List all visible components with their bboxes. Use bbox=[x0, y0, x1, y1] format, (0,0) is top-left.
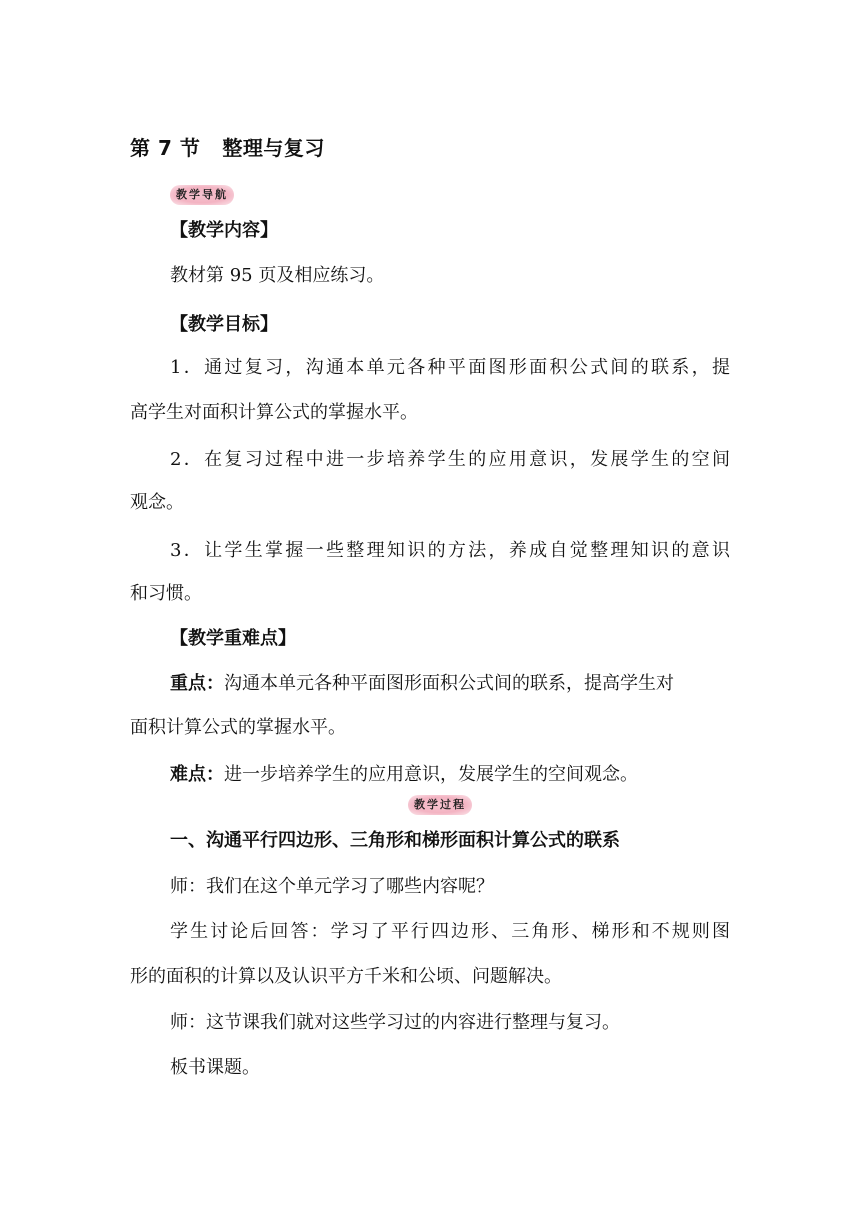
process-section-heading: 一、沟通平行四边形、三角形和梯形面积计算公式的联系 bbox=[170, 830, 620, 851]
key-point-text: 沟通本单元各种平面图形面积公式间的联系，提高学生对 bbox=[224, 673, 674, 694]
difficult-point-label: 难点： bbox=[170, 764, 224, 785]
paragraph-student-answer-line-2: 形的面积的计算以及认识平方千米和公顷、问题解决。 bbox=[130, 966, 562, 987]
goal-1-line-1: 1．通过复习，沟通本单元各种平面图形面积公式间的联系，提 bbox=[170, 357, 730, 378]
section-name: 整理与复习 bbox=[222, 136, 325, 160]
section-number: 第 7 节 bbox=[130, 136, 201, 160]
goals-heading: 【教学目标】 bbox=[170, 314, 278, 335]
goal-3-line-2: 和习惯。 bbox=[130, 583, 202, 604]
difficult-point bbox=[170, 764, 770, 786]
paragraph-teacher-question: 师：我们在这个单元学习了哪些内容呢？ bbox=[170, 876, 494, 897]
keypoints-heading: 【教学重难点】 bbox=[170, 628, 296, 649]
teaching-navigation-badge: 教学导航 bbox=[170, 185, 234, 205]
goal-3-line-1: 3．让学生掌握一些整理知识的方法，养成自觉整理知识的意识 bbox=[170, 540, 730, 561]
paragraph-student-answer-line-1: 学生讨论后回答：学习了平行四边形、三角形、梯形和不规则图 bbox=[170, 921, 730, 942]
content-heading: 【教学内容】 bbox=[170, 220, 278, 241]
difficult-point-text: 进一步培养学生的应用意识，发展学生的空间观念。 bbox=[224, 764, 638, 785]
goal-1-line-2: 高学生对面积计算公式的掌握水平。 bbox=[130, 402, 418, 423]
teaching-process-badge: 教学过程 bbox=[408, 795, 472, 815]
paragraph-teacher-intro: 师：这节课我们就对这些学习过的内容进行整理与复习。 bbox=[170, 1012, 620, 1033]
content-text: 教材第 95 页及相应练习。 bbox=[170, 265, 385, 286]
goal-2-line-2: 观念。 bbox=[130, 492, 184, 513]
key-point-line-2: 面积计算公式的掌握水平。 bbox=[130, 717, 346, 738]
key-point-line-1 bbox=[170, 673, 730, 695]
goal-2-line-1: 2．在复习过程中进一步培养学生的应用意识，发展学生的空间 bbox=[170, 449, 730, 470]
section-title bbox=[130, 132, 325, 161]
paragraph-board-title: 板书课题。 bbox=[170, 1057, 260, 1078]
key-point-label: 重点： bbox=[170, 673, 224, 694]
